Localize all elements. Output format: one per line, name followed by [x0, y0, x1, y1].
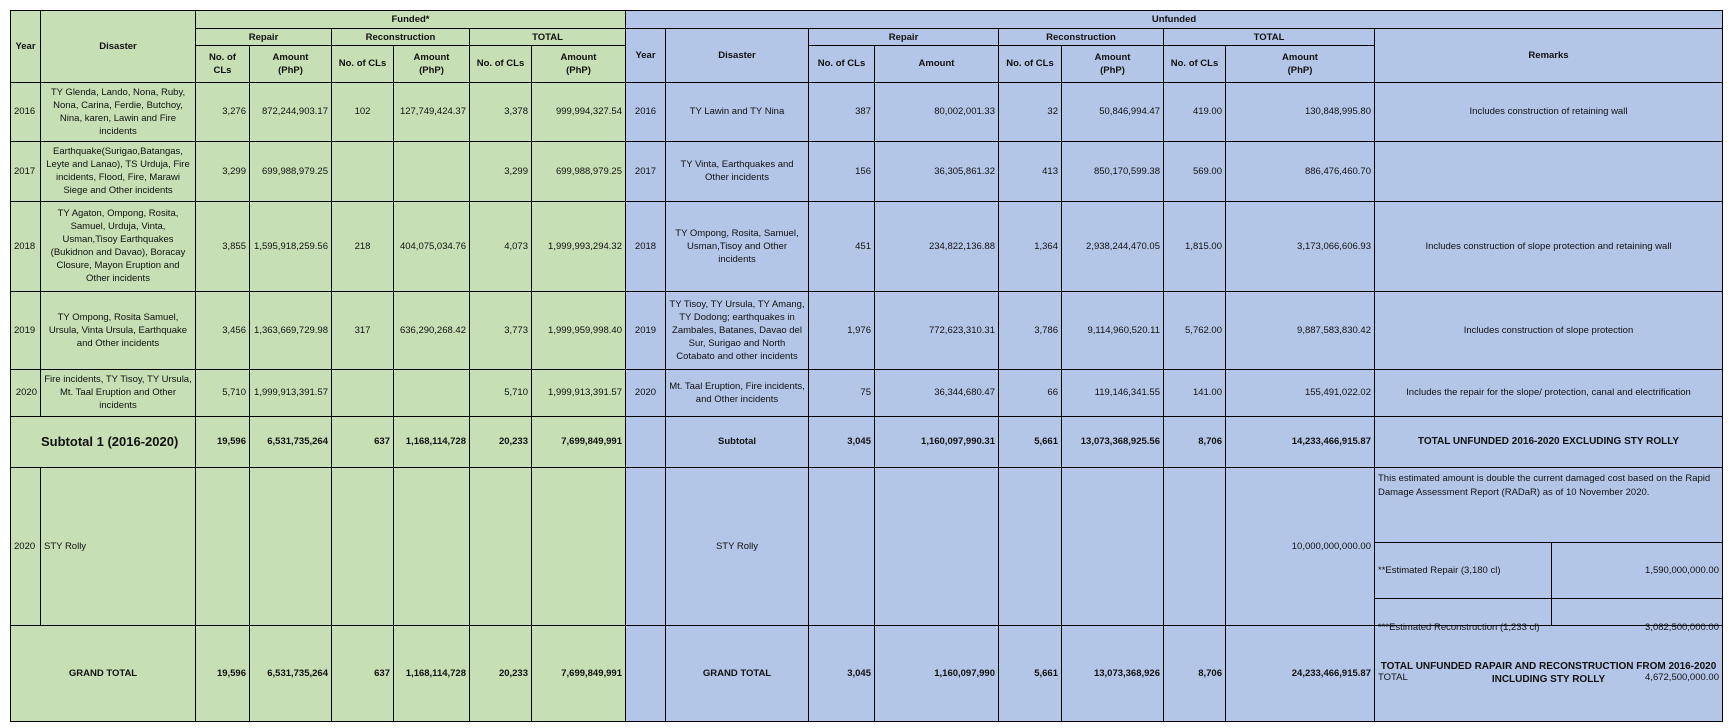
unfunded-total-count: 5,762.00 [1164, 291, 1226, 369]
funded-total-count: 5,710 [470, 369, 532, 416]
php-label: (PhP) [566, 64, 591, 76]
funded-repair-amount: 1,595,918,259.56 [250, 201, 332, 291]
unfunded-total-amount: 3,173,066,606.93 [1226, 201, 1375, 291]
unfunded-reconstruction-count: 66 [999, 369, 1062, 416]
u-tot-no-header: No. of CLs [1164, 45, 1226, 82]
unfunded-year-cell [626, 625, 666, 721]
unfunded-repair-amount: 234,822,136.88 [875, 201, 999, 291]
year-cell: 2016 [11, 82, 41, 141]
year-cell: 2018 [11, 201, 41, 291]
subtotal-remarks: TOTAL UNFUNDED 2016-2020 EXCLUDING STY ROLLY [1375, 416, 1723, 467]
funded-total-count: 20,233 [470, 416, 532, 467]
funded-reconstruction-amount: 404,075,034.76 [394, 201, 470, 291]
header-row-1 [11, 11, 1723, 29]
unfunded-year-cell [626, 467, 666, 625]
funded-total-count: 3,773 [470, 291, 532, 369]
unfunded-total-amount: 886,476,460.70 [1226, 142, 1375, 201]
php-label: (PhP) [1100, 64, 1125, 76]
unfunded-grand-total-label: GRAND TOTAL [666, 625, 809, 721]
unfunded-year-cell: 2017 [626, 142, 666, 201]
funded-reconstruction-count: 637 [332, 625, 394, 721]
u-rec-amt-header [1062, 45, 1164, 82]
estimate-row [1375, 542, 1722, 599]
unfunded-repair-count: 156 [809, 142, 875, 201]
unfunded-repair-count: 1,976 [809, 291, 875, 369]
rolly-row [11, 467, 1723, 625]
unfunded-year-cell: 2016 [626, 82, 666, 141]
unfunded-header: Unfunded [626, 11, 1723, 29]
unfunded-repair-count: 3,045 [809, 625, 875, 721]
funded-reconstruction-amount: 127,749,424.37 [394, 82, 470, 141]
funded-total-amount: 1,999,959,998.40 [532, 291, 626, 369]
remarks-cell: Includes construction of slope protection [1375, 291, 1723, 369]
subtotal-row [11, 416, 1723, 467]
estimate-value: 1,590,000,000.00 [1552, 542, 1723, 599]
disaster-cell: TY Agaton, Ompong, Rosita, Samuel, Urduja, Vinta, Usman,Tisoy Earthquakes (Bukidnon and Davao), Boracay Closure, Mayon Eruption and Other incidents [41, 201, 196, 291]
funded-repair-count: 3,456 [196, 291, 250, 369]
amount-label: Amount [560, 51, 597, 63]
table-row [11, 201, 1723, 291]
unfunded-reconstruction-amount: 13,073,368,926 [1062, 625, 1164, 721]
disaster-cell: TY Ompong, Rosita Samuel, Ursula, Vinta Ursula, Earthquake and Other incidents [41, 291, 196, 369]
unfunded-total-count [1164, 467, 1226, 625]
f-rep-no-header: No. of CLs [196, 45, 250, 82]
year-cell: 2019 [11, 291, 41, 369]
table-row [11, 369, 1723, 416]
unfunded-subtotal-label: Subtotal [666, 416, 809, 467]
funded-reconstruction-count: 317 [332, 291, 394, 369]
remarks-cell [1375, 142, 1723, 201]
unfunded-reconstruction-amount: 9,114,960,520.11 [1062, 291, 1164, 369]
funded-repair-count: 5,710 [196, 369, 250, 416]
estimate-label: TOTAL [1375, 656, 1552, 699]
funded-reconstruction-count [332, 142, 394, 201]
funded-total-amount [532, 467, 626, 625]
unfunded-total-count: 1,815.00 [1164, 201, 1226, 291]
unfunded-reconstruction-count: 5,661 [999, 625, 1062, 721]
funded-repair-amount: 6,531,735,264 [250, 416, 332, 467]
funded-repair-count: 3,299 [196, 142, 250, 201]
remarks-cell: Includes the repair for the slope/ protection, canal and electrification [1375, 369, 1723, 416]
funded-repair-count: 19,596 [196, 416, 250, 467]
funded-reconstruction-count [332, 467, 394, 625]
funded-header: Funded* [196, 11, 626, 29]
unfunded-reconstruction-amount: 850,170,599.38 [1062, 142, 1164, 201]
unfunded-repair-amount: 772,623,310.31 [875, 291, 999, 369]
unfunded-reconstruction-count: 1,364 [999, 201, 1062, 291]
unfunded-reconstruction-count: 3,786 [999, 291, 1062, 369]
unfunded-reconstruction-header: Reconstruction [999, 29, 1164, 45]
header-row-2 [11, 29, 1723, 45]
subtotal-label: Subtotal 1 (2016-2020) [11, 416, 196, 467]
funded-repair-amount: 699,988,979.25 [250, 142, 332, 201]
grand-total-row [11, 625, 1723, 721]
funded-repair-header: Repair [196, 29, 332, 45]
f-rec-amt-header [394, 45, 470, 82]
unfunded-reconstruction-count [999, 467, 1062, 625]
php-label: (PhP) [1287, 64, 1313, 76]
funded-total-amount: 7,699,849,991 [532, 625, 626, 721]
f-tot-amt-header [532, 45, 626, 82]
amount-label: Amount [413, 51, 450, 63]
funded-repair-amount: 6,531,735,264 [250, 625, 332, 721]
funding-table [10, 10, 1723, 722]
unfunded-reconstruction-count: 5,661 [999, 416, 1062, 467]
unfunded-reconstruction-amount: 119,146,341.55 [1062, 369, 1164, 416]
grand-total-label: GRAND TOTAL [11, 625, 196, 721]
unfunded-repair-count: 451 [809, 201, 875, 291]
disaster-cell: Earthquake(Surigao,Batangas, Leyte and Lanao), TS Urduja, Fire incidents, Flood, Fire, Marawi Siege and Other incidents [41, 142, 196, 201]
php-label: (PhP) [278, 64, 303, 76]
unfunded-disaster-cell: TY Ompong, Rosita, Samuel, Usman,Tisoy and Other incidents [666, 201, 809, 291]
unfunded-reconstruction-amount: 50,846,994.47 [1062, 82, 1164, 141]
unfunded-disaster-cell: TY Vinta, Earthquakes and Other incidents [666, 142, 809, 201]
unfunded-disaster-header: Disaster [666, 29, 809, 82]
unfunded-total-header: TOTAL [1164, 29, 1375, 45]
f-tot-no-header: No. of CLs [470, 45, 532, 82]
unfunded-total-amount: 130,848,995.80 [1226, 82, 1375, 141]
unfunded-repair-count: 3,045 [809, 416, 875, 467]
unfunded-total-amount: 9,887,583,830.42 [1226, 291, 1375, 369]
funded-total-count: 3,378 [470, 82, 532, 141]
funded-repair-count: 3,276 [196, 82, 250, 141]
funded-reconstruction-amount [394, 467, 470, 625]
unfunded-repair-count: 75 [809, 369, 875, 416]
unfunded-year-cell [626, 416, 666, 467]
funded-total-header: TOTAL [470, 29, 626, 45]
unfunded-total-amount: 155,491,022.02 [1226, 369, 1375, 416]
unfunded-repair-count: 387 [809, 82, 875, 141]
year-cell: 2020 [11, 467, 41, 625]
f-rep-amt-header [250, 45, 332, 82]
funded-total-amount: 1,999,993,294.32 [532, 201, 626, 291]
funded-repair-amount: 1,363,669,729.98 [250, 291, 332, 369]
unfunded-total-count: 8,706 [1164, 416, 1226, 467]
u-tot-amt-header [1226, 45, 1375, 82]
u-rep-amt-header: Amount [875, 45, 999, 82]
unfunded-year-cell: 2020 [626, 369, 666, 416]
unfunded-repair-amount: 80,002,001.33 [875, 82, 999, 141]
disaster-cell: Fire incidents, TY Tisoy, TY Ursula, Mt. Taal Eruption and Other incidents [41, 369, 196, 416]
u-rec-no-header: No. of CLs [999, 45, 1062, 82]
unfunded-total-amount: 14,233,466,915.87 [1226, 416, 1375, 467]
remarks-cell: Includes construction of slope protection and retaining wall [1375, 201, 1723, 291]
funded-reconstruction-count [332, 369, 394, 416]
unfunded-reconstruction-amount: 2,938,244,470.05 [1062, 201, 1164, 291]
unfunded-year-cell: 2019 [626, 291, 666, 369]
funded-reconstruction-amount: 1,168,114,728 [394, 416, 470, 467]
remarks-header: Remarks [1375, 29, 1723, 82]
unfunded-total-count: 569.00 [1164, 142, 1226, 201]
funded-repair-count: 3,855 [196, 201, 250, 291]
funded-reconstruction-count: 218 [332, 201, 394, 291]
funded-reconstruction-header: Reconstruction [332, 29, 470, 45]
year-cell: 2017 [11, 142, 41, 201]
unfunded-total-amount: 10,000,000,000.00 [1226, 467, 1375, 625]
funded-repair-count: 19,596 [196, 625, 250, 721]
unfunded-total-count: 419.00 [1164, 82, 1226, 141]
u-rep-no-header: No. of CLs [809, 45, 875, 82]
funded-total-count: 4,073 [470, 201, 532, 291]
unfunded-repair-amount [875, 467, 999, 625]
year-cell: 2020 [11, 369, 41, 416]
amount-label: Amount [272, 51, 309, 63]
funded-reconstruction-amount: 1,168,114,728 [394, 625, 470, 721]
funded-repair-count [196, 467, 250, 625]
grand-total-remarks: TOTAL UNFUNDED RAPAIR AND RECONSTRUCTION FROM 2016-2020 INCLUDING STY ROLLY [1375, 625, 1723, 721]
funded-reconstruction-amount: 636,290,268.42 [394, 291, 470, 369]
funded-reconstruction-amount [394, 369, 470, 416]
funded-total-count [470, 467, 532, 625]
funded-reconstruction-count: 102 [332, 82, 394, 141]
unfunded-repair-amount: 36,305,861.32 [875, 142, 999, 201]
unfunded-repair-count [809, 467, 875, 625]
unfunded-reconstruction-count: 32 [999, 82, 1062, 141]
funded-total-count: 20,233 [470, 625, 532, 721]
funded-total-amount: 699,988,979.25 [532, 142, 626, 201]
unfunded-reconstruction-count: 413 [999, 142, 1062, 201]
unfunded-disaster-cell: TY Tisoy, TY Ursula, TY Amang, TY Dodong; earthquakes in Zambales, Batanes, Davao del Sur, Surigao and North Cotabato and other incidents [666, 291, 809, 369]
unfunded-reconstruction-amount: 13,073,368,925.56 [1062, 416, 1164, 467]
unfunded-year-header: Year [626, 29, 666, 82]
php-label: (PhP) [419, 64, 444, 76]
f-rec-no-header: No. of CLs [332, 45, 394, 82]
table-row [11, 82, 1723, 141]
unfunded-year-cell: 2018 [626, 201, 666, 291]
unfunded-reconstruction-amount [1062, 467, 1164, 625]
funded-total-amount: 999,994,327.54 [532, 82, 626, 141]
unfunded-total-amount: 24,233,466,915.87 [1226, 625, 1375, 721]
table-row [11, 291, 1723, 369]
unfunded-disaster-cell: Mt. Taal Eruption, Fire incidents, and Other incidents [666, 369, 809, 416]
estimate-label: ***Estimated Reconstruction (1,233 cl) [1375, 599, 1552, 656]
disaster-cell: TY Glenda, Lando, Nona, Ruby, Nona, Carina, Ferdie, Butchoy, Nina, karen, Lawin and Fire incidents [41, 82, 196, 141]
estimate-label: **Estimated Repair (3,180 cl) [1375, 542, 1552, 599]
funded-repair-amount: 872,244,903.17 [250, 82, 332, 141]
funded-total-count: 3,299 [470, 142, 532, 201]
funded-repair-amount [250, 467, 332, 625]
unfunded-disaster-cell: TY Lawin and TY Nina [666, 82, 809, 141]
amount-label: Amount [1094, 51, 1131, 63]
remarks-cell: Includes construction of retaining wall [1375, 82, 1723, 141]
unfunded-total-count: 141.00 [1164, 369, 1226, 416]
unfunded-repair-amount: 36,344,680.47 [875, 369, 999, 416]
rolly-note: This estimated amount is double the current damaged cost based on the Rapid Damage Assessment Report (RADaR) as of 10 November 2020. [1378, 472, 1711, 498]
funded-reconstruction-amount [394, 142, 470, 201]
unfunded-repair-header: Repair [809, 29, 999, 45]
estimate-value: 4,672,500,000.00 [1552, 656, 1723, 699]
col-disaster-header: Disaster [41, 11, 196, 83]
funded-repair-amount: 1,999,913,391.57 [250, 369, 332, 416]
estimate-value: 3,082,500,000.00 [1552, 599, 1723, 656]
amount-label: Amount [1282, 51, 1318, 63]
table-row [11, 142, 1723, 201]
disaster-cell: STY Rolly [41, 467, 196, 625]
unfunded-total-count: 8,706 [1164, 625, 1226, 721]
funded-total-amount: 7,699,849,991 [532, 416, 626, 467]
col-year-header: Year [11, 11, 41, 83]
funded-total-amount: 1,999,913,391.57 [532, 369, 626, 416]
unfunded-repair-amount: 1,160,097,990.31 [875, 416, 999, 467]
funded-reconstruction-count: 637 [332, 416, 394, 467]
unfunded-repair-amount: 1,160,097,990 [875, 625, 999, 721]
unfunded-disaster-cell: STY Rolly [666, 467, 809, 625]
